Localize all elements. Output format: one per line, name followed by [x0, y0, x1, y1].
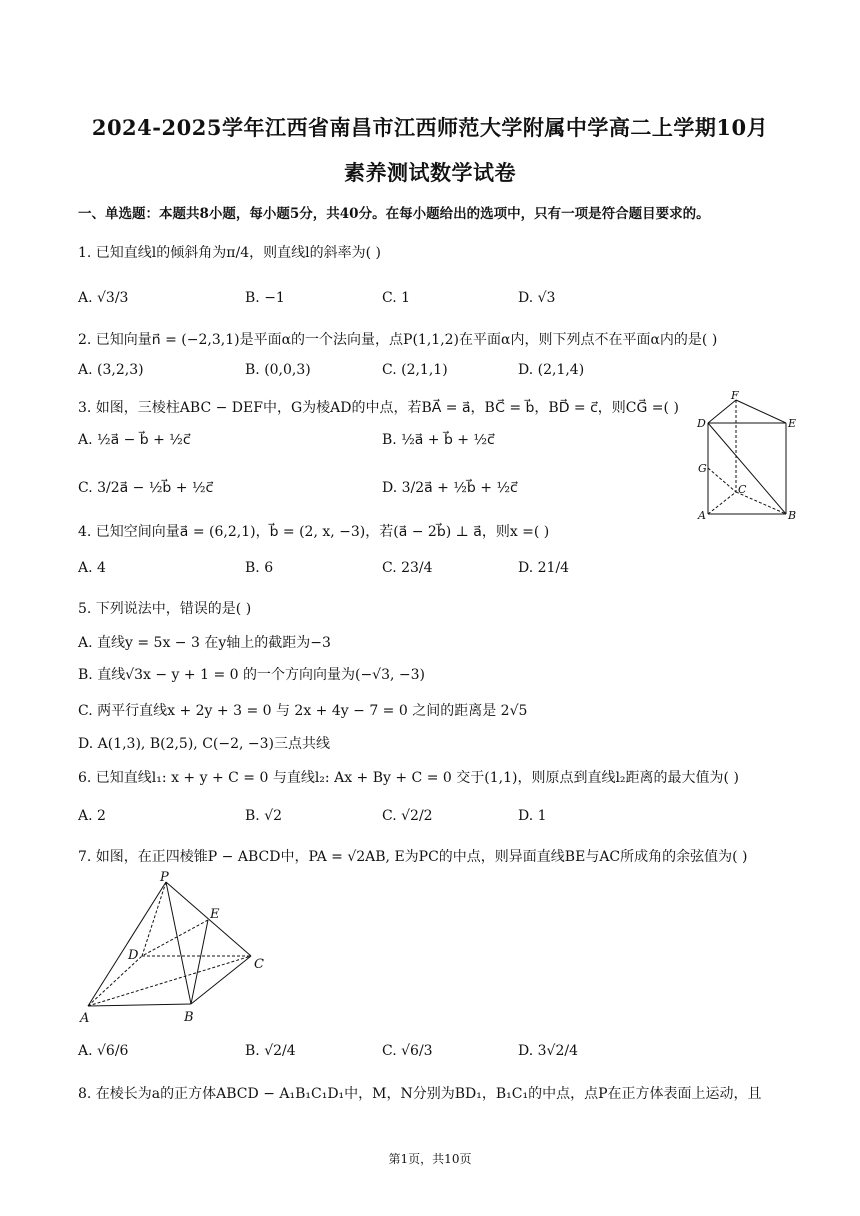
q7-option-c: C. √6/3 — [382, 1043, 433, 1059]
question-7-stem: 7. 如图，在正四棱锥P − ABCD中，PA = √2AB, E为PC的中点，则异面直线BE与AC所成角的余弦值为( ) — [78, 849, 748, 865]
label-a: A — [80, 1011, 90, 1026]
label-b: B — [184, 1010, 194, 1025]
label-g: G — [698, 462, 707, 475]
label-e: E — [788, 417, 797, 430]
q1-option-a: A. √3/3 — [78, 290, 129, 306]
label-f: F — [731, 389, 739, 402]
label-d: D — [697, 417, 706, 430]
page-footer: 第1页，共10页 — [388, 1152, 472, 1166]
q4-option-a: A. 4 — [78, 560, 106, 576]
pyramid-figure — [76, 870, 276, 1030]
q5-option-d: D. A(1,3), B(2,5), C(−2, −3)三点共线 — [78, 736, 331, 752]
q4-option-d: D. 21/4 — [518, 560, 570, 576]
q5-option-c: C. 两平行直线x + 2y + 3 = 0 与 2x + 4y − 7 = 0 之间的距离是 2√5 — [78, 703, 528, 719]
q3-option-a: A. ½a⃗ − b⃗ + ½c⃗ — [78, 432, 191, 448]
q7-option-a: A. √6/6 — [78, 1043, 129, 1059]
label-p: P — [160, 870, 169, 885]
q5-option-a: A. 直线y = 5x − 3 在y轴上的截距为−3 — [78, 635, 331, 651]
q7-option-b: B. √2/4 — [245, 1043, 296, 1059]
q1-option-d: D. √3 — [518, 290, 556, 306]
question-3-stem: 3. 如图，三棱柱ABC − DEF中，G为棱AD的中点，若BA⃗ = a⃗，BC⃗ = b⃗，BD⃗ = c⃗，则CG⃗ =( ) — [78, 400, 679, 416]
q2-option-b: B. (0,0,3) — [245, 362, 311, 378]
q2-option-c: C. (2,1,1) — [382, 362, 448, 378]
q6-option-d: D. 1 — [518, 808, 547, 824]
q5-option-b: B. 直线√3x − y + 1 = 0 的一个方向向量为(−√3, −3) — [78, 667, 425, 683]
label-d: D — [128, 948, 139, 963]
q4-option-c: C. 23/4 — [382, 560, 433, 576]
q7-option-d: D. 3√2/4 — [518, 1043, 578, 1059]
q6-option-c: C. √2/2 — [382, 808, 433, 824]
label-a: A — [698, 509, 706, 522]
label-c: C — [738, 483, 747, 496]
question-5-stem: 5. 下列说法中，错误的是( ) — [78, 601, 252, 617]
page-title-line2: 素养测试数学试卷 — [344, 160, 516, 185]
question-1-stem: 1. 已知直线l的倾斜角为π/4，则直线l的斜率为( ) — [78, 245, 381, 261]
question-8-stem: 8. 在棱长为a的正方体ABCD − A₁B₁C₁D₁中，M，N分别为BD₁，B₁C₁的中点，点P在正方体表面上运动，且 — [78, 1086, 762, 1102]
q3-option-d: D. 3/2a⃗ + ½b⃗ + ½c⃗ — [382, 480, 518, 496]
question-2-stem: 2. 已知向量n⃗ = (−2,3,1)是平面α的一个法向量，点P(1,1,2)在平面α内，则下列点不在平面α内的是( ) — [78, 332, 718, 348]
q6-option-a: A. 2 — [78, 808, 106, 824]
section-heading: 一、单选题：本题共8小题，每小题5分，共40分。在每小题给出的选项中，只有一项是符合题目要求的。 — [78, 206, 710, 222]
q1-option-b: B. −1 — [245, 290, 285, 306]
label-c: C — [254, 957, 264, 972]
q3-option-b: B. ½a⃗ + b⃗ + ½c⃗ — [382, 432, 495, 448]
q3-option-c: C. 3/2a⃗ − ½b⃗ + ½c⃗ — [78, 480, 214, 496]
q6-option-b: B. √2 — [245, 808, 283, 824]
q1-option-c: C. 1 — [382, 290, 411, 306]
q2-option-d: D. (2,1,4) — [518, 362, 585, 378]
label-b: B — [788, 509, 797, 522]
page-title-line1: 2024-2025学年江西省南昌市江西师范大学附属中学高二上学期10月 — [91, 115, 769, 140]
question-6-stem: 6. 已知直线l₁: x + y + C = 0 与直线l₂: Ax + By + C = 0 交于(1,1)，则原点到直线l₂距离的最大值为( ) — [78, 770, 739, 786]
q4-option-b: B. 6 — [245, 560, 274, 576]
q2-option-a: A. (3,2,3) — [78, 362, 144, 378]
label-e: E — [210, 907, 220, 922]
prism-figure — [690, 388, 800, 523]
question-4-stem: 4. 已知空间向量a⃗ = (6,2,1)，b⃗ = (2, x, −3)，若(a⃗ − 2b⃗) ⊥ a⃗，则x =( ) — [78, 524, 550, 540]
